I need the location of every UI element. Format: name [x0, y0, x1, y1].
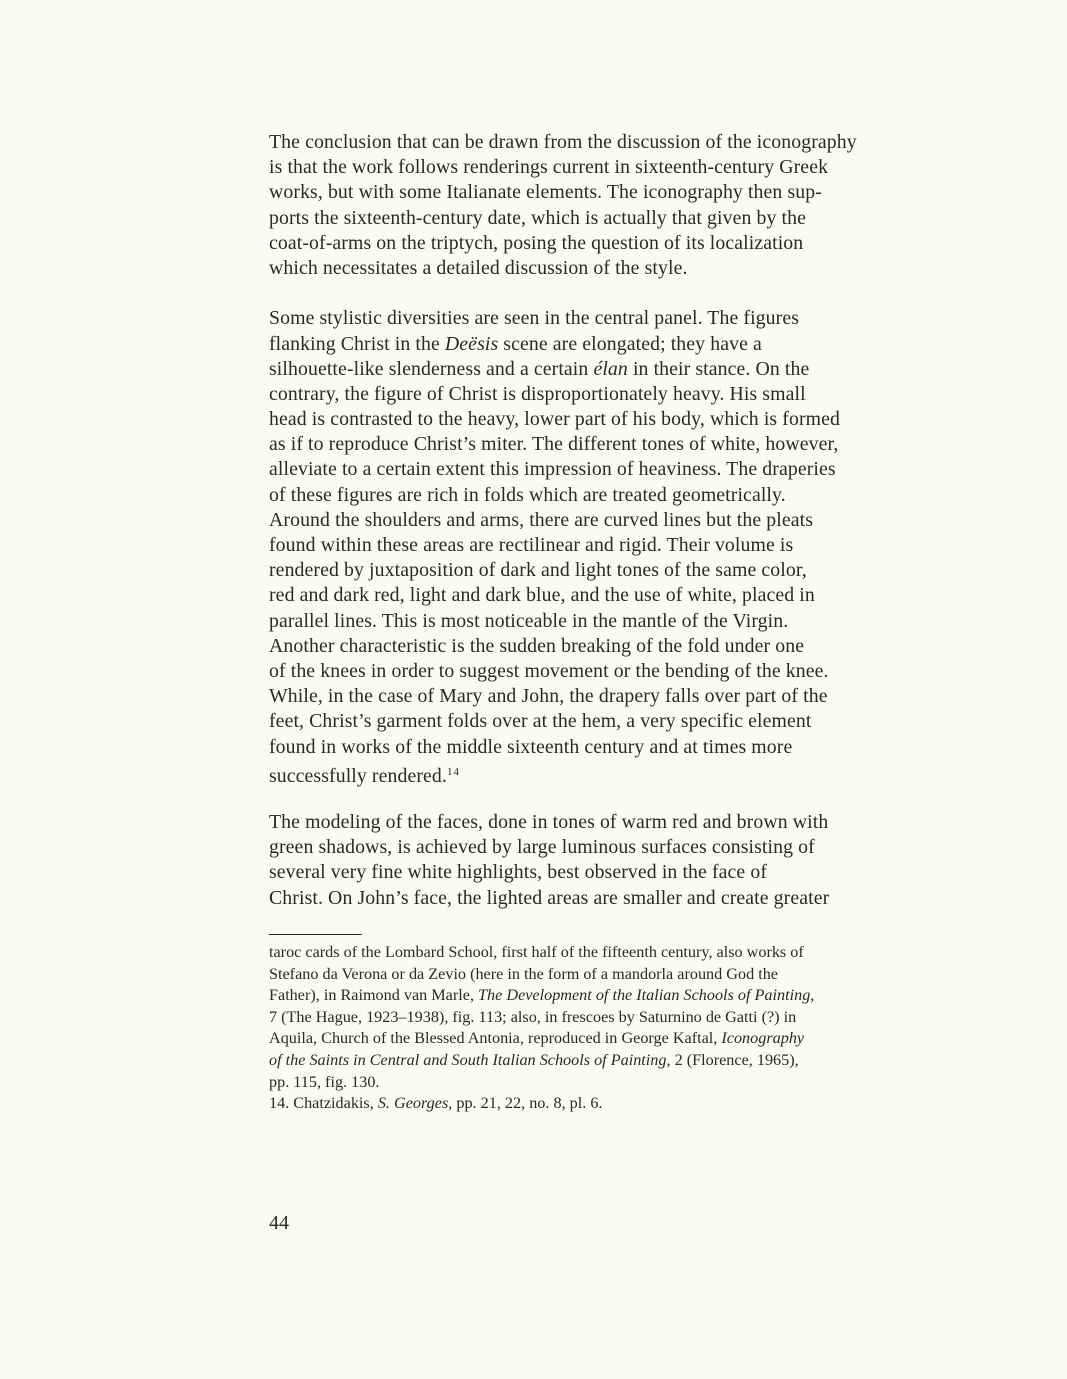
paragraph-1 — [269, 130, 941, 281]
text-line: several very fine white highlights, best observed in the face of — [269, 861, 768, 884]
text-segment: Aquila, Church of the Blessed Antonia, reproduced in George Kaftal, — [269, 1029, 722, 1048]
text-line: feet, Christ’s garment folds over at the hem, a very specific element — [269, 710, 812, 733]
paragraph-spacer — [269, 785, 941, 810]
footnote-divider — [269, 934, 362, 935]
text-segment: Father), in Raimond van Marle, — [269, 986, 479, 1005]
page-number: 44 — [269, 1212, 289, 1234]
text-line: coat-of-arms on the triptych, posing the question of its localization — [269, 231, 804, 254]
paragraph-2 — [269, 306, 941, 785]
text-line: The modeling of the faces, done in tones of warm red and brown with — [269, 811, 829, 834]
text-segment: , — [810, 986, 815, 1005]
text-segment: flanking Christ in the — [269, 332, 445, 355]
footnote-14 — [269, 1093, 941, 1115]
text-line: rendered by juxtaposition of dark and light tones of the same color, — [269, 559, 807, 582]
text-line: Christ. On John’s face, the lighted areas are smaller and create greater — [269, 886, 830, 909]
text-line: is that the work follows renderings current in sixteenth-century Greek — [269, 156, 829, 179]
text-line: ports the sixteenth-century date, which is actually that given by the — [269, 206, 806, 229]
text-line: as if to reproduce Christ’s miter. The different tones of white, however, — [269, 433, 839, 456]
text-line: Some stylistic diversities are seen in the central panel. The figures — [269, 307, 800, 330]
text-line: Another characteristic is the sudden breaking of the fold under one — [269, 634, 805, 657]
text-line: found within these areas are rectilinear and rigid. Their volume is — [269, 534, 794, 556]
text-segment: successfully rendered. — [269, 764, 447, 787]
footnote-line: pp. 115, fig. 130. — [269, 1072, 380, 1091]
text-line: works, but with some Italianate elements. The iconography then sup- — [269, 181, 822, 204]
footnote-line: Stefano da Verona or da Zevio (here in the form of a mandorla around God the — [269, 964, 778, 983]
text-segment: in their stance. On the — [627, 357, 810, 380]
paragraph-spacer — [269, 281, 941, 306]
text-line: alleviate to a certain extent this impression of heaviness. The draperies — [269, 458, 836, 481]
footnote-line — [269, 1050, 941, 1072]
text-segment: silhouette-like slenderness and a certain — [269, 357, 594, 380]
text-line: parallel lines. This is most noticeable in the mantle of the Virgin. — [269, 609, 789, 632]
italic-term-elan: élan — [593, 357, 628, 380]
text-line: contrary, the figure of Christ is disproportionately heavy. His small — [269, 382, 806, 405]
footnote-reference[interactable]: 14 — [446, 765, 460, 778]
text-segment: 14. Chatzidakis, — [269, 1094, 378, 1113]
footnote-line: taroc cards of the Lombard School, first half of the fifteenth century, also works of — [269, 943, 804, 961]
footnote-line: 7 (The Hague, 1923–1938), fig. 113; also, in frescoes by Saturnino de Gatti (?) in — [269, 1007, 797, 1026]
text-line — [269, 332, 941, 357]
text-line: green shadows, is achieved by large luminous surfaces consisting of — [269, 836, 815, 859]
text-line: of the knees in order to suggest movement or the bending of the knee. — [269, 659, 829, 682]
text-segment: , pp. 21, 22, no. 8, pl. 6. — [448, 1094, 603, 1113]
text-line: red and dark red, light and dark blue, and the use of white, placed in — [269, 584, 815, 607]
italic-book-title: S. Georges — [377, 1094, 449, 1113]
text-line: Around the shoulders and arms, there are curved lines but the pleats — [269, 508, 814, 531]
text-line: The conclusion that can be drawn from the discussion of the iconography — [269, 131, 857, 153]
body-text — [269, 130, 941, 911]
text-line — [269, 357, 941, 382]
text-line: of these figures are rich in folds which are treated geometrically. — [269, 483, 786, 506]
text-line: found in works of the middle sixteenth century and at times more — [269, 735, 793, 758]
italic-book-title: The Development of the Italian Schools of Painting — [478, 986, 811, 1005]
text-line: While, in the case of Mary and John, the drapery falls over part of the — [269, 685, 828, 708]
text-segment: scene are elongated; they have a — [498, 332, 762, 355]
footnotes — [269, 942, 941, 1115]
italic-book-title: Iconography — [721, 1029, 805, 1048]
text-line: which necessitates a detailed discussion of the style. — [269, 256, 688, 279]
footnote-line — [269, 1028, 941, 1050]
paragraph-3 — [269, 810, 941, 911]
text-line: head is contrasted to the heavy, lower part of his body, which is formed — [269, 408, 840, 431]
footnote-line — [269, 985, 941, 1007]
text-line — [269, 760, 941, 785]
italic-book-title: of the Saints in Central and South Italian Schools of Painting — [269, 1050, 667, 1069]
text-segment: , 2 (Florence, 1965), — [666, 1050, 799, 1069]
italic-term-deesis: Deësis — [444, 332, 499, 355]
